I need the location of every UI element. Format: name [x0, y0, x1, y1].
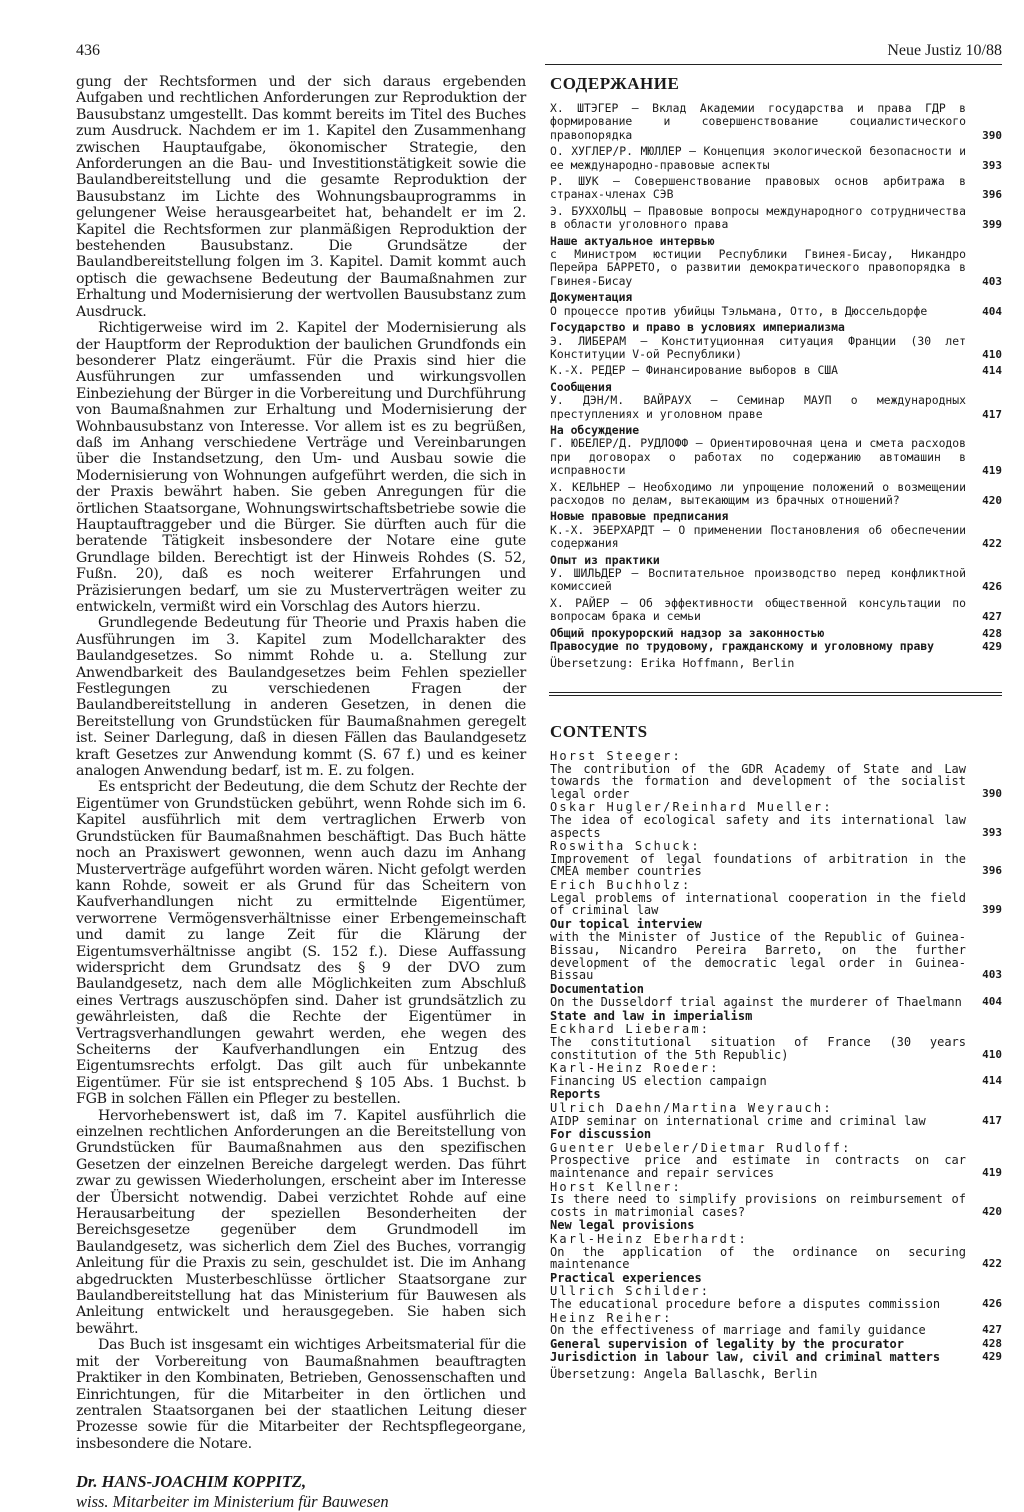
toc-heading-text: State and law in imperialism [550, 1008, 753, 1023]
toc-en-translation: Übersetzung: Angela Ballaschk, Berlin [550, 1366, 818, 1381]
toc-page-ref: 393 [982, 158, 1002, 172]
toc-heading-text: New legal provisions [550, 1218, 695, 1233]
toc-entry [550, 801, 1002, 839]
toc-page-ref: 396 [982, 188, 1002, 202]
article-paragraph: gung der Rechtsformen und der sich daraus ergebenden Aufgaben und rechtlichen Anforderungen zur Reproduktion der Bausubstanz umgestellt. Das kommt bereits im Titel des Buches zum Ausdruck. Nachdem er im 1. Kapitel den Zusammenhang zwischen Hauptaufgabe, ökonomischer Strategie, den Anforderungen an die Bau- und Investitionstätigkeit sowie die Baulandbereitstellung und die gesamte Reproduktion der Bausubstanz im Lichte des Wohnungsbauprogramms in gelungener Weise herausgearbeitet hat, behandelt er im 2. Kapitel die Rechtsformen zur planmäßigen Reproduktion der bestehenden Bausubstanz. Die Grundsätze der Baulandbereitstellung folgen im 3. Kapitel. Damit kommt auch optisch die gewachsene Bedeutung der Baumaßnahmen zur Erhaltung und Modernisierung der wertvollen Bausubstanz zum Ausdruck. [76, 74, 526, 320]
toc-page-ref: 422 [982, 537, 1002, 551]
toc-heading-text: General supervision of legality by the procurator [550, 1336, 905, 1351]
toc-author: Ulrich Daehn/Martina Weyrauch: [550, 1101, 833, 1116]
toc-entry-text: Документация [550, 290, 633, 305]
toc-entry-text: Prospective price and estimate in contracts on car maintenance and repair services [550, 1153, 966, 1180]
toc-heading-text: Reports [550, 1087, 601, 1102]
toc-entry [550, 481, 1002, 508]
toc-entry-text: AIDP seminar on international crime and criminal law [550, 1113, 926, 1128]
toc-entry-text: Р. ШУК — Совершенствование правовых основ арбитража в странах-членах СЭВ [550, 174, 966, 202]
toc-entry-text: К.-Х. РЕДЕР — Финансирование выборов в США [550, 363, 839, 378]
toc-section-heading [550, 510, 1002, 523]
toc-author: Horst Steeger: [550, 749, 682, 763]
toc-entry-text: У. ШИЛЬДЕР — Воспитательное производство перед конфликтной комиссией [550, 566, 966, 594]
toc-page-ref: 403 [982, 274, 1002, 288]
toc-page-ref: 417 [982, 1113, 1002, 1127]
toc-section-heading [550, 1128, 1002, 1141]
toc-ru-title: СОДЕРЖАНИЕ [550, 74, 680, 93]
toc-page-ref: 410 [982, 1047, 1002, 1061]
toc-entry-text: Х. КЕЛЬНЕР — Необходимо ли упрощение положений о возмещении расходов по делам, вытекающим из брачных отношений? [550, 479, 966, 507]
article-paragraph: Hervorhebenswert ist, daß im 7. Kapitel ausführlich die einzelnen rechtlichen Anforderungen an die Bereitstellung von Grundstücken für Baumaßnahmen aus den spezifischen Gesetzen der einzelnen Bereiche dargelegt werden. Das führt zwar zu gewissen Wiederholungen, erscheint aber im Interesse der Übersicht notwendig. Dabei verzichtet Rohde auf eine Herausarbeitung der speziellen Besonderheiten der Bereichsgesetze gegenüber dem Grundmodell im Baulandgesetz, was sicherlich dem Ziel des Buches, vorrangig Anleitung für die Praxis zu sein, geschuldet ist. Die im Anhang abgedruckten Musterbeschlüsse örtlicher Staatsorgane zur Baulandbereitstellung hat das Ministerium für Bauwesen als Anleitung entwickelt und herausgegeben. Sie haben sich bewährt. [76, 1107, 526, 1337]
toc-page-ref: 414 [982, 364, 1002, 378]
toc-author: Oskar Hugler/Reinhard Mueller: [550, 800, 833, 815]
section-divider [549, 692, 1002, 696]
toc-entry [550, 335, 1002, 362]
toc-entry-text: Общий прокурорский надзор за законностью [550, 625, 825, 640]
toc-section-heading [550, 1219, 1002, 1232]
toc-page-ref: 403 [982, 968, 1002, 982]
toc-entry [550, 437, 1002, 477]
toc-author: Roswitha Schuck: [550, 839, 701, 854]
toc-entry [550, 394, 1002, 421]
toc-section-heading [550, 1338, 1002, 1351]
toc-page-ref: 390 [982, 786, 1002, 800]
toc-entry-text: У. ДЭН/М. ВАЙРАУХ — Семинар МАУП о международных преступлениях и уголовном праве [550, 393, 966, 421]
article-paragraph: Es entspricht der Bedeutung, die dem Schutz der Rechte der Eigentümer von Grundstücken gebührt, wenn Rohde sich im 6. Kapitel ausführlich mit dem vertraglichen Erwerb von Grundstücken für Baumaßnahmen beschäftigt. Das Buch hätte noch an Praxiswert gewonnen, wenn auch dazu im Anhang Musterverträge aufgeführt worden wären. Nicht gefolgt werden kann Rohde, soweit er als Grund für das Scheitern von Kaufverhandlungen nicht zu ermittelnde Eigentümer, verworrene Vermögensverhältnisse einer Erbengemeinschaft und damit zu lange Zeit für die Klärung der Eigentumsverhältnisse angibt (S. 152 f.). Diese Auffassung widerspricht dem Grundsatz des § 9 der DVO zum Baulandgesetz, nach dem alle Möglichkeiten zum Abschluß eines Vertrags auszuschöpfen sind. Daher ist grundsätzlich zu gewährleisten, daß die Rechte der Eigentümer in Vertragsverhandlungen gewahrt werden, ehe wegen des Scheiterns der Kaufverhandlungen ein Entzug des Eigentumsrechts erfolgt. Das gilt auch für unbekannte Eigentümer. Für sie ist entsprechend § 105 Abs. 1 Buchst. b FGB in solchen Fällen ein Pfleger zu bestellen. [76, 779, 526, 1108]
toc-entry [550, 750, 1002, 800]
toc-section-heading [550, 640, 1002, 653]
toc-section-heading [550, 291, 1002, 304]
toc-page-ref: 404 [982, 995, 1002, 1009]
toc-entry-text: Х. РАЙЕР — Об эффективности общественной консультации по вопросам брака и семьи [550, 595, 966, 624]
toc-en-title: CONTENTS [550, 722, 648, 741]
toc-page-ref: 429 [982, 1350, 1002, 1364]
toc-entry [550, 305, 1002, 318]
toc-page-ref: 393 [982, 825, 1002, 839]
toc-author: Eckhard Lieberam: [550, 1022, 711, 1037]
toc-ru-translation: Übersetzung: Erika Hoffmann, Berlin [550, 656, 795, 671]
journal-issue: Neue Justiz 10/88 [887, 42, 1002, 59]
toc-entry-text: The educational procedure before a disputes commission [550, 1296, 941, 1311]
article-paragraph: Grundlegende Bedeutung für Theorie und Praxis haben die Ausführungen im 3. Kapitel zum Modellcharakter des Baulandgesetzes. So nimmt Rohde u. a. Stellung zur Anwendbarkeit des Baulandgesetzes beim Fehlen spezieller Festlegungen zu verschiedenen Fragen der Baulandbereitstellung in anderen Gesetzen, in denen die Bereitstellung von Grundstücken für Baumaßnahmen geregelt ist. Seiner Darlegung, daß in diesen Fällen das Baulandgesetz kraft Gesetzes zur Anwendung kommt (S. 67 f.) und es keiner analogen Anwendung bedarf, ist m. E. zu folgen. [76, 615, 526, 780]
toc-entry [550, 524, 1002, 551]
signature [76, 1472, 526, 1512]
toc-page-ref: 417 [982, 407, 1002, 421]
toc-entry-text: О. ХУГЛЕР/Р. МЮЛЛЕР — Концепция экологической безопасности и ее международно-правовые аспекты [550, 144, 966, 172]
page-number: 436 [76, 42, 100, 59]
toc-entry [550, 205, 1002, 232]
toc-entry-text: Financing US election campaign [550, 1073, 767, 1088]
toc-page-ref: 410 [982, 347, 1002, 361]
toc-entry-text: Legal problems of international cooperation in the field of criminal law [550, 890, 966, 918]
toc-heading-text: Our topical interview [550, 916, 702, 931]
toc-heading-text: Documentation [550, 981, 644, 996]
toc-author: Karl-Heinz Eberhardt: [550, 1231, 748, 1246]
toc-page-ref: 396 [982, 864, 1002, 878]
article-paragraph: Das Buch ist insgesamt ein wichtiges Arbeitsmaterial für die mit der Vorbereitung von Baumaßnahmen beauftragten Praktiker in den Kombinaten, Betrieben, Genossenschaften und Einrichtungen, für die Mitarbeiter in den örtlichen und zentralen Staatsorganen bei der staatlichen Leitung dieser Prozesse sowie für die Mitarbeiter der Rechtspflegeorgane, insbesondere die Notare. [76, 1337, 526, 1452]
toc-author: Heinz Reiher: [550, 1310, 673, 1325]
toc-section-heading [550, 235, 1002, 248]
toc-entry-text: На обсуждение [550, 422, 640, 437]
toc-entry [550, 597, 1002, 624]
toc-entry-text: Э. ЛИБЕРАМ — Конституционная ситуация Франции (30 лет Конституции V-ой Республики) [550, 333, 966, 361]
toc-heading-text: For discussion [550, 1127, 652, 1142]
toc-section-heading [550, 918, 1002, 931]
toc-entry-text: Improvement of legal foundations of arbitration in the CMEA member countries [550, 851, 966, 879]
toc-section-heading [550, 321, 1002, 334]
toc-entry [550, 840, 1002, 878]
toc-page-ref: 426 [982, 580, 1002, 594]
article-body [76, 74, 526, 1452]
toc-page-ref: 420 [982, 493, 1002, 507]
toc-entry [550, 1102, 1002, 1127]
toc-ru-list [550, 102, 1002, 653]
toc-entry [550, 1181, 1002, 1219]
toc-entry-text: О процессе против убийцы Тэльмана, Отто, в Дюссельдорфе [550, 303, 928, 318]
article-column [76, 74, 526, 1512]
toc-entry [550, 175, 1002, 202]
toc-entry [550, 931, 1002, 981]
toc-russian [550, 74, 1002, 670]
toc-page-ref: 420 [982, 1204, 1002, 1218]
toc-page-ref: 427 [982, 1323, 1002, 1337]
toc-entry-text: On the Dusseldorf trial against the murderer of Thaelmann [550, 995, 962, 1010]
toc-section-heading [550, 554, 1002, 567]
toc-page-ref: 399 [982, 903, 1002, 917]
page-header [76, 42, 1002, 62]
toc-page-ref: 399 [982, 218, 1002, 232]
toc-entry-text: Сообщения [550, 379, 612, 394]
toc-entry [550, 567, 1002, 594]
toc-page-ref: 419 [982, 1166, 1002, 1179]
toc-entry-text: The idea of ecological safety and its international law aspects [550, 812, 966, 840]
toc-entry [550, 879, 1002, 917]
toc-entry [550, 1142, 1002, 1180]
toc-english [550, 722, 1002, 1381]
toc-author: Guenter Uebeler/Dietmar Rudloff: [550, 1140, 852, 1155]
toc-entry [550, 996, 1002, 1009]
toc-section-heading [550, 1272, 1002, 1285]
signature-name: Dr. HANS-JOACHIM KOPPITZ, [76, 1472, 307, 1492]
toc-entry [550, 145, 1002, 172]
toc-entry [550, 1062, 1002, 1087]
toc-entry [550, 364, 1002, 377]
toc-section-heading [550, 983, 1002, 996]
toc-entry-text: с Министром юстиции Республики Гвинея-Бисау, Никандро Перейра БАРРЕТО, о развитии демократического правопорядка в Гвинея-Бисау [550, 247, 966, 288]
toc-heading-text: Jurisdiction in labour law, civil and criminal matters [550, 1350, 941, 1365]
toc-entry-text: Государство и право в условиях империализма [550, 320, 845, 335]
toc-entry [550, 1312, 1002, 1337]
toc-author: Horst Kellner: [550, 1179, 682, 1194]
toc-entry-text: Правосудие по трудовому, гражданскому и уголовному праву [550, 639, 935, 654]
toc-author: Karl-Heinz Roeder: [550, 1061, 720, 1076]
toc-entry-text: On the effectiveness of marriage and family guidance [550, 1323, 926, 1338]
toc-entry-text: The constitutional situation of France (30 years constitution of the 5th Republic) [550, 1035, 966, 1062]
toc-author: Erich Buchholz: [550, 877, 692, 892]
toc-section-heading [550, 1010, 1002, 1023]
toc-entry [550, 1233, 1002, 1271]
toc-entry-text: Наше актуальное интервью [550, 233, 715, 248]
toc-entry-text: Х. ШТЭГЕР — Вклад Академии государства и права ГДР в формирование и совершенствование социалистического правопорядка [550, 101, 966, 142]
toc-entry-text: The contribution of the GDR Academy of State and Law towards the formation and development of the socialist legal order [550, 761, 966, 801]
toc-section-heading [550, 627, 1002, 640]
toc-entry [550, 248, 1002, 288]
toc-entry-text: Э. БУХХОЛЬЦ — Правовые вопросы международного сотрудничества в области уголовного права [550, 203, 966, 232]
toc-page-ref: 428 [982, 1336, 1002, 1350]
toc-entry-text: Is there need to simplify provisions on reimbursement of costs in matrimonial cases? [550, 1192, 966, 1219]
toc-page-ref: 428 [982, 626, 1002, 640]
toc-heading-text: Practical experiences [550, 1270, 702, 1285]
toc-page-ref: 426 [982, 1296, 1002, 1310]
toc-entry [550, 102, 1002, 142]
toc-page-ref: 390 [982, 128, 1002, 142]
toc-author: Ullrich Schilder: [550, 1284, 711, 1299]
toc-entry-text: with the Minister of Justice of the Republic of Guinea-Bissau, Nicandro Pereira Barreto, on the further development of the democratic legal order in Guinea-Bissau [550, 930, 966, 983]
toc-entry-text: К.-Х. ЭБЕРХАРДТ — О применении Постановления об обеспечении содержания [550, 522, 966, 551]
toc-page-ref: 429 [982, 640, 1002, 654]
header-rule [545, 64, 1002, 65]
toc-page-ref: 422 [982, 1257, 1002, 1271]
toc-entry [550, 1023, 1002, 1061]
toc-en-list [550, 750, 1002, 1364]
toc-entry-text: Опыт из практики [550, 552, 660, 567]
toc-section-heading [550, 1088, 1002, 1101]
toc-entry-text: Новые правовые предписания [550, 509, 729, 524]
toc-section-heading [550, 424, 1002, 437]
toc-page-ref: 419 [982, 464, 1002, 478]
article-paragraph: Richtigerweise wird im 2. Kapitel der Modernisierung als der Hauptform der Reproduktion der baulichen Grundfonds ein besonderer Platz eingeräumt. Für die Praxis sind hier die Ausführungen zur umfassenden und wirkungsvollen Einbeziehung der Bürger in die Vorbereitung und Durchführung von Baumaßnahmen zur Erhaltung und Modernisierung der Wohnbausubstanz von Interesse. Vor allem ist es zu begrüßen, daß im Anhang verschiedene Verträge und Vereinbarungen über die Instandsetzung, den Um- und Ausbau sowie die Modernisierung von Wohnungen aufgeführt werden, die sich in der Praxis bewährt haben. Sie geben Anregungen für die örtlichen Staatsorgane, Wohnungswirtschaftsbetriebe sowie die Hauptauftraggeber und die Bürger. Sie dürften auch für die beratende Tätigkeit insbesondere der Notare eine gute Grundlage bilden. Berechtigt ist der Hinweis Rohdes (S. 52, Fußn. 20), daß es noch weiterer Erfahrungen und Präzisierungen bedarf, um sie zu Musterverträgen weiter zu entwickeln, vermißt wird ein Vorschlag des Autors hierzu. [76, 320, 526, 615]
toc-page-ref: 427 [982, 610, 1002, 624]
toc-entry-text: On the application of the ordinance on securing maintenance [550, 1244, 966, 1272]
toc-page-ref: 414 [982, 1073, 1002, 1087]
toc-page-ref: 404 [982, 304, 1002, 318]
toc-entry [550, 1285, 1002, 1310]
toc-entry-text: Г. ЮБЕЛЕР/Д. РУДЛОФФ — Ориентировочная цена и смета расходов при договорах о работах по содержанию автомашин в исправности [550, 436, 966, 478]
toc-section-heading [550, 1351, 1002, 1364]
signature-role: wiss. Mitarbeiter im Ministerium für Bauwesen [76, 1492, 389, 1512]
